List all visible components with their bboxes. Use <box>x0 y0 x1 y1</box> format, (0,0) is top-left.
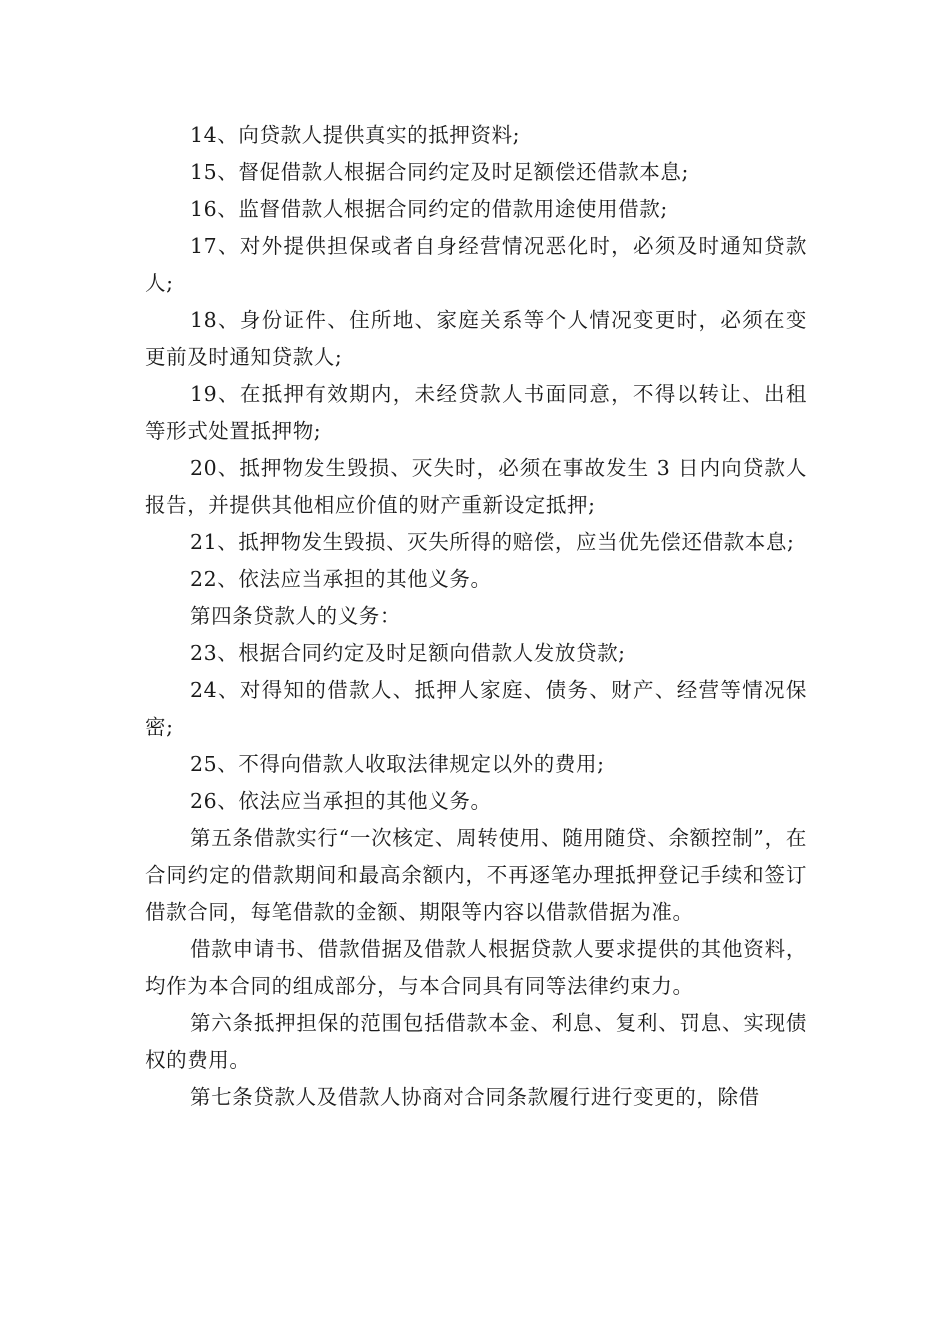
article-7-paragraph: 第七条贷款人及借款人协商对合同条款履行进行变更的，除借 <box>190 1085 760 1109</box>
paragraph-clause-14: 14、向贷款人提供真实的抵押资料; <box>190 123 521 147</box>
paragraph-clause-17: 17、对外提供担保或者自身经营情况恶化时，必须及时通知贷款人; <box>145 234 807 295</box>
paragraph-clause-18: 18、身份证件、住所地、家庭关系等个人情况变更时，必须在变更前及时通知贷款人; <box>145 308 807 369</box>
article-5-supplement-paragraph: 借款申请书、借款借据及借款人根据贷款人要求提供的其他资料，均作为本合同的组成部分，与本合同具有同等法律约束力。 <box>145 937 807 998</box>
document-body <box>145 117 807 1116</box>
paragraph-clause-21: 21、抵押物发生毁损、灭失所得的赔偿，应当优先偿还借款本息; <box>190 530 795 554</box>
article-5-paragraph: 第五条借款实行“一次核定、周转使用、随用随贷、余额控制”，在合同约定的借款期间和最高余额内，不再逐笔办理抵押登记手续和签订借款合同，每笔借款的金额、期限等内容以借款借据为准。 <box>145 826 807 924</box>
paragraph-clause-16: 16、监督借款人根据合同约定的借款用途使用借款; <box>190 197 668 221</box>
paragraph-clause-24: 24、对得知的借款人、抵押人家庭、债务、财产、经营等情况保密; <box>145 678 807 739</box>
paragraph-clause-22: 22、依法应当承担的其他义务。 <box>190 567 492 591</box>
paragraph-clause-19: 19、在抵押有效期内，未经贷款人书面同意，不得以转让、出租等形式处置抵押物; <box>145 382 807 443</box>
paragraph-clause-25: 25、不得向借款人收取法律规定以外的费用; <box>190 752 605 776</box>
paragraph-clause-23: 23、根据合同约定及时足额向借款人发放贷款; <box>190 641 626 665</box>
paragraph-clause-15: 15、督促借款人根据合同约定及时足额偿还借款本息; <box>190 160 689 184</box>
article-6-paragraph: 第六条抵押担保的范围包括借款本金、利息、复利、罚息、实现债权的费用。 <box>145 1011 807 1072</box>
paragraph-clause-26: 26、依法应当承担的其他义务。 <box>190 789 492 813</box>
article-4-heading: 第四条贷款人的义务： <box>190 604 401 628</box>
paragraph-clause-20: 20、抵押物发生毁损、灭失时，必须在事故发生 3 日内向贷款人报告，并提供其他相应价值的财产重新设定抵押; <box>145 456 807 517</box>
